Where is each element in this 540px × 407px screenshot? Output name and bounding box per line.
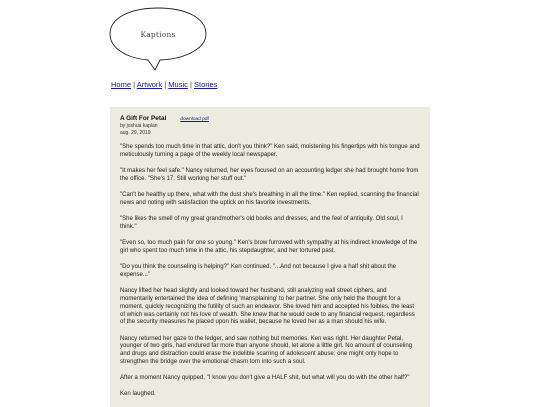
main-nav [111,80,217,89]
story-header [120,115,420,122]
logo-text: Kaptions [140,30,176,39]
story-date: aug. 29, 2019 [120,130,151,137]
story-paragraph: After a moment Nancy quipped, "I know you don't give a HALF shit, but what will you do with the other half?" [120,375,410,382]
story-paragraph: Nancy returned her gaze to the ledger, and saw nothing but memories. Ken was right. Her daughter Petal, younger of two girls, had endured far more than anyone should, let alone a little girl. No amount of counseling and drugs and distraction could erase the indelible scarring of adolescent abuse; one might only hope to strengthen the bridge over the emotional chasm torn into such a soul. [120,335,413,366]
nav-link-home[interactable]: Home [111,80,132,89]
nav-separator: | [133,80,136,89]
nav-link-music[interactable]: Music [168,80,188,89]
nav-link-artwork[interactable]: Artwork [136,80,163,89]
site-logo[interactable] [108,4,208,72]
story-body [120,144,420,400]
story-paragraph: "She spends too much time in that attic, don't you think?" Ken said, moistening his fingertips with his tongue and meticulously turning a page of the weekly local newspaper. [120,143,420,158]
story-paragraph: Nancy lifted her head slightly and looked toward her husband, still analyzing wall street ciphers, and momentarily entertained the idea of defining 'mansplaining' to her partner. She only held the thought for a moment, quickly recognizing the futility of such an endeavor. She loved him and accepted his foibles, the least of which was certainly not his love of wealth. She knew that he would cede to any financial request, regardless of the security measures he placed upon his wallet, because he loved her as a man should his wife. [120,287,415,326]
nav-link-stories[interactable]: Stories [194,80,218,89]
story-paragraph: "Even so, too much pain for one so young." Ken's brow furrowed with sympathy at his indirect knowledge of the girl who spent too much time in the attic, his stepdaughter, and her tortured past. [120,239,418,254]
story-paragraph: "It makes her feel safe." Nancy returned, her eyes focused on an accounting ledger she had brought home from the office. "She's 17. Still working her stuff out." [120,167,419,182]
nav-separator: | [164,80,167,89]
story-author: by joshua kaplan [120,123,158,129]
story-paragraph: Ken laughed. [120,391,156,398]
story-paragraph: "Do you think the counseling is helping?" Ken continued. "...And not because I give a half shit about the expense..." [120,263,397,278]
story-paragraph: "She likes the smell of my great grandmother's old books and dresses, and the feel of antiquity. Old soul, I think." [120,215,403,230]
download-pdf-link[interactable]: download pdf [180,117,209,122]
story-title: A Gift For Petal [120,115,167,122]
story-paragraph: "Can't be healthy up there, what with the dust she's breathing in all the time." Ken replied, scanning the financial news and noting with satisfaction the uptick on his favorite investments. [120,191,419,206]
story-card [110,107,430,407]
nav-separator: | [189,80,192,89]
